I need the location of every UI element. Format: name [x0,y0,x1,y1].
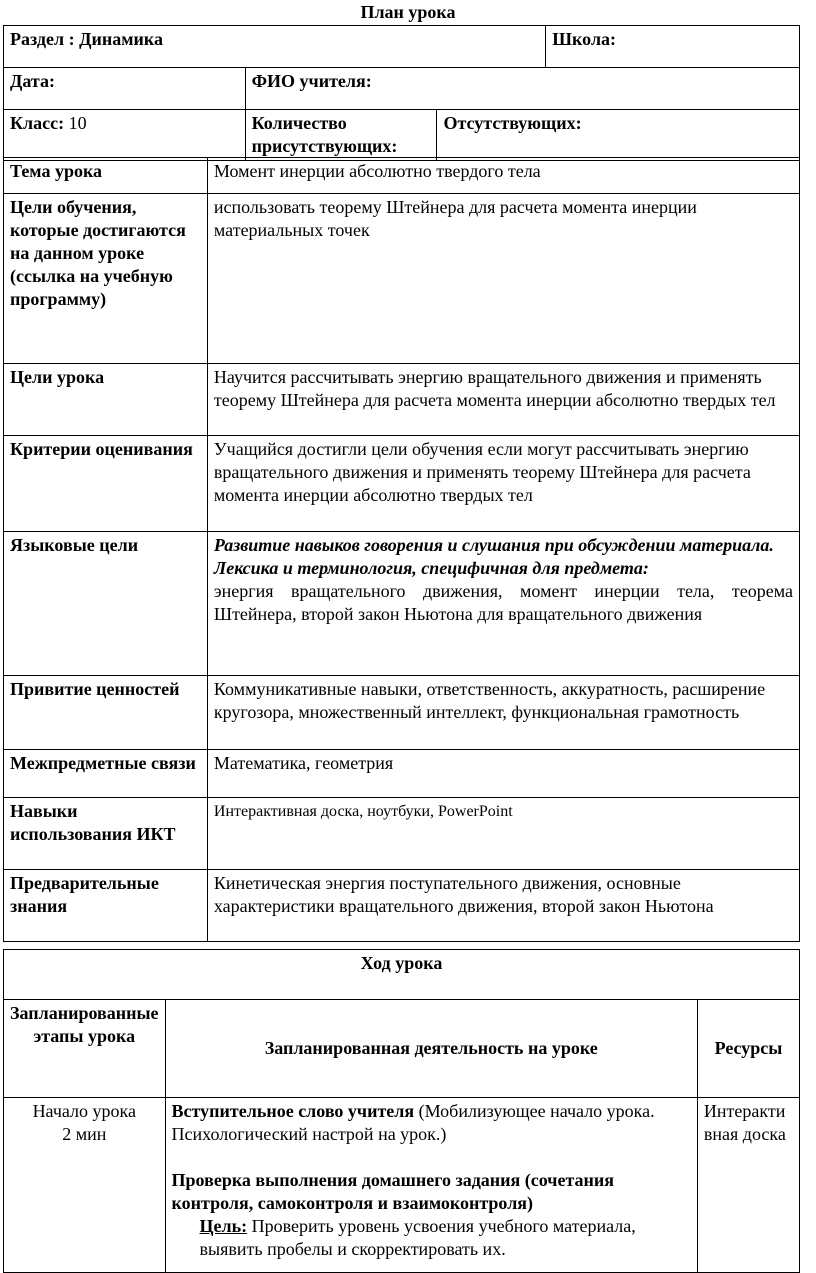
col-resources-header: Ресурсы [697,1000,799,1098]
stage-cell [4,1098,166,1273]
page-title: План урока [360,2,456,22]
class-cell [4,110,246,161]
course-heading: Ход урока [4,950,800,1000]
row-value: Математика, геометрия [207,750,799,798]
row-label: Критерии оценивания [4,436,208,532]
language-goal-2: Лексика и терминология, специфичная для предмета: [213,558,649,578]
homework-heading: Проверка выполнения домашнего задания (сочетания контроля, самоконтроля и взаимоконтроля) [171,1170,614,1213]
row-value: Коммуникативные навыки, ответственность, аккуратность, расширение кругозора, множественный интеллект, функциональная грамотность [207,676,799,750]
row-label: Тема урока [4,158,208,194]
row-label: Навыки использования ИКТ [4,798,208,870]
header-table [3,25,800,161]
intro-paragraph [172,1100,691,1146]
teacher-cell: ФИО учителя: [245,68,799,110]
row-value: Кинетическая энергия поступательного движения, основные характеристики вращательного движения, второй закон Ньютона [207,870,799,942]
class-value: 10 [64,113,87,133]
row-value: Учащийся достигли цели обучения если могут рассчитывать энергию вращательного движения и применять теорему Штейнера для расчета момента инерции абсолютно твердых тел [207,436,799,532]
language-terms: энергия вращательного движения, момент инерции тела, теорема Штейнера, второй закон Ньютона для вращательного движения [213,581,793,624]
goal-label: Цель: [199,1216,248,1236]
class-label: Класс: [10,113,65,133]
col-activity-header: Запланированная деятельность на уроке [165,1000,697,1098]
row-label: Языковые цели [4,532,208,676]
col-stage-header: Запланированные этапы урока [4,1000,166,1098]
row-value [207,532,799,676]
row-label: Привитие ценностей [4,676,208,750]
row-value: Научится рассчитывать энергию вращательного движения и применять теорему Штейнера для расчета момента инерции абсолютно твердых тел [207,364,799,436]
goal-paragraph [172,1215,691,1261]
school-cell: Школа: [546,26,800,68]
language-goal-1: Развитие навыков говорения и слушания при обсуждении материала. [213,535,774,555]
intro-text: (Мобилизующее начало урока. Психологический настрой на урок.) [171,1101,655,1144]
absent-cell: Отсутствующих: [437,110,800,161]
stage-name: Начало урока [32,1101,136,1121]
stage-time: 2 мин [62,1124,107,1144]
resources-cell: Интерактивная доска [697,1098,799,1273]
section-cell: Раздел : Динамика [4,26,546,68]
present-cell: Количество присутствующих: [245,110,437,161]
intro-bold: Вступительное слово учителя [171,1101,415,1121]
course-table [3,949,800,1273]
row-value: Интерактивная доска, ноутбуки, PowerPoint [207,798,799,870]
goal-text: Проверить уровень усвоения учебного материала, выявить пробелы и скорректировать их. [199,1216,636,1259]
row-label: Цели урока [4,364,208,436]
info-table [3,157,800,942]
row-label: Предварительные знания [4,870,208,942]
row-value: использовать теорему Штейнера для расчета момента инерции материальных точек [207,194,799,364]
row-label: Цели обучения, которые достигаются на данном уроке (ссылка на учебную программу) [4,194,208,364]
activity-cell [165,1098,697,1273]
date-cell: Дата: [4,68,246,110]
row-label: Межпредметные связи [4,750,208,798]
row-value: Момент инерции абсолютно твердого тела [207,158,799,194]
